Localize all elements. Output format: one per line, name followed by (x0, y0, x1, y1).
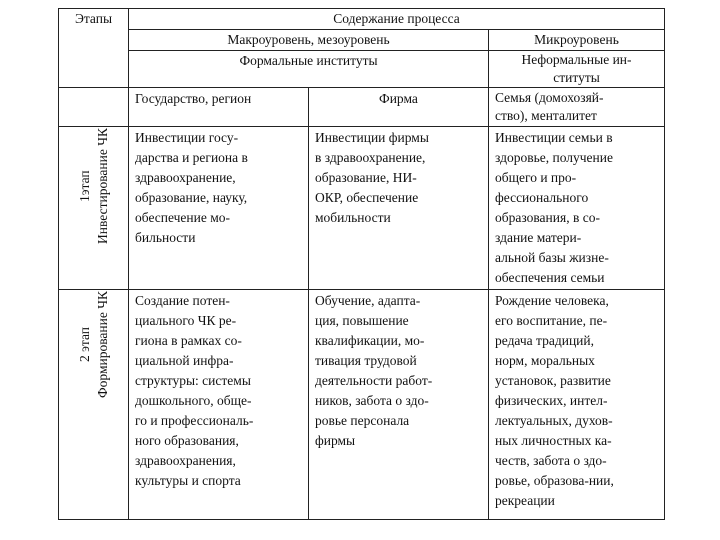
stage-1-state-region: Инвестиции госу- дарства и региона в здравоохранение, образование, науку, обеспечение мо- бильности (129, 127, 309, 290)
process-header: Содержание процесса (129, 9, 665, 30)
micro-header: Микроуровень (489, 30, 665, 51)
stage-1-label (76, 128, 112, 244)
stage-2-cell (59, 290, 129, 520)
informal-institutions-header: Неформальные ин- ституты (489, 51, 665, 88)
stage-2-family: Рождение человека, его воспитание, пе- редача традиций, норм, моральных установок, развитие физических, интел- лектуальных, духов- ных личностных ка- честв, забота о здо- ровье, образова-нии, рекреации (489, 290, 665, 520)
family-header: Семья (домохозяй- ство), менталитет (489, 88, 665, 127)
stage-1-firm: Инвестиции фирмы в здравоохранение, образование, НИ- ОКР, обеспечение мобильности (309, 127, 489, 290)
stage-2-state-region: Создание потен- циального ЧК ре- гиона в рамках со- циальной инфра- структуры: системы дошкольного, обще- го и профессиональ- ного образования, здравоохранения, культуры и спорта (129, 290, 309, 520)
formal-institutions-header: Формальные институты (129, 51, 489, 88)
stage-2-label (76, 291, 112, 398)
stages-header: Этапы (74, 11, 113, 26)
stage-2-name: Формирование ЧК (94, 291, 110, 399)
stage-1-name: Инвестирование ЧК (94, 128, 110, 244)
stage-1-family: Инвестиции семьи в здоровье, получение общего и про- фессионального образования, в со- здание матери- альной базы жизне- обеспечения семьи (489, 127, 665, 290)
stage-row (59, 127, 665, 290)
firm-header: Фирма (309, 88, 489, 127)
stage-2-firm: Обучение, адапта- ция, повышение квалификации, мо- тивация трудовой деятельности работ- ников, забота о здо- ровье персонала фирмы (309, 290, 489, 520)
stages-header-cell (59, 9, 129, 88)
stage-2-number: 2 этап (76, 327, 92, 363)
stages-subheader-empty (59, 88, 129, 127)
state-region-header: Государство, регион (129, 88, 309, 127)
stage-row (59, 290, 665, 520)
process-table (58, 8, 665, 520)
macro-meso-header: Макроуровень, мезоуровень (129, 30, 489, 51)
stage-1-cell (59, 127, 129, 290)
stage-1-number: 1этап (76, 170, 92, 202)
